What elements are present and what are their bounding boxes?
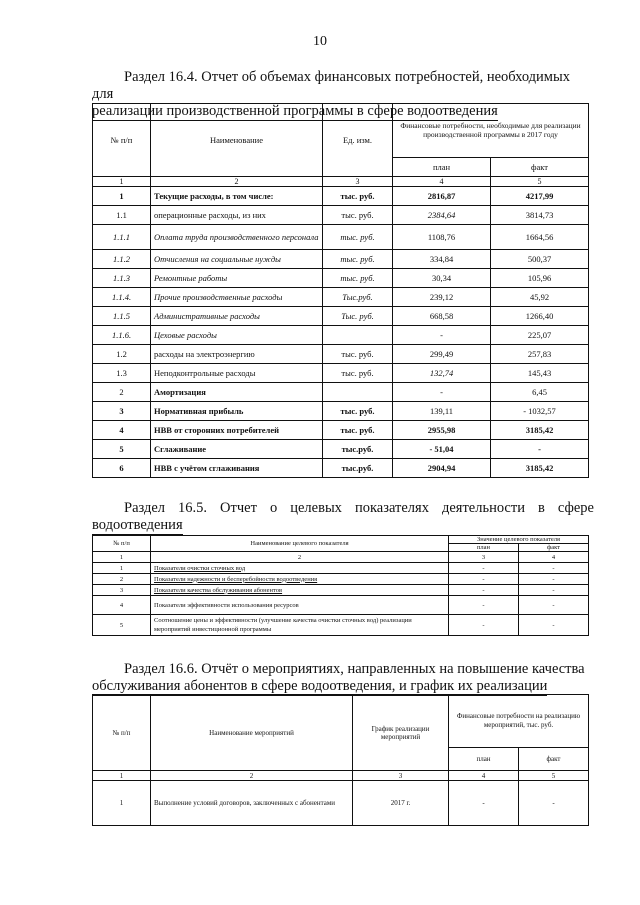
cell-num: 3 — [93, 402, 151, 421]
cell-fact: 1664,56 — [491, 225, 589, 250]
header-schedule: График реализации мероприятий — [353, 695, 449, 771]
target-indicators-table — [92, 535, 589, 636]
cell-plan: 2904,94 — [393, 459, 491, 478]
cell-plan: - — [449, 563, 519, 574]
cell-name: Отчисления на социальные нужды — [151, 250, 323, 269]
cell-plan: 1108,76 — [393, 225, 491, 250]
colnum: 5 — [491, 177, 589, 187]
header-num: № п/п — [93, 536, 151, 552]
cell-num: 1.1.3 — [93, 269, 151, 288]
cell-plan: - — [449, 585, 519, 596]
cell-num: 1 — [93, 781, 151, 826]
cell-schedule: 2017 г. — [353, 781, 449, 826]
cell-name: Выполнение условий договоров, заключенных с абонентами — [151, 781, 353, 826]
cell-name: Показатели надежности и бесперебойности водоотведения — [151, 574, 449, 585]
cell-fact: 257,83 — [491, 345, 589, 364]
cell-num: 3 — [93, 585, 151, 596]
table-row — [93, 459, 589, 478]
cell-name: Сглаживание — [151, 440, 323, 459]
cell-num: 1.3 — [93, 364, 151, 383]
header-name: Наименование целевого показателя — [151, 536, 449, 552]
cell-fact: 225,07 — [491, 326, 589, 345]
cell-plan: - — [449, 574, 519, 585]
header-value: Значение целевого показателя — [449, 536, 589, 544]
cell-plan: 132,74 — [393, 364, 491, 383]
cell-num: 1.2 — [93, 345, 151, 364]
table-row — [93, 383, 589, 402]
header-plan: план — [393, 157, 491, 176]
table-row — [93, 615, 589, 636]
cell-unit — [323, 326, 393, 345]
section-16-6-title — [92, 661, 594, 696]
cell-unit: тыс. руб. — [323, 225, 393, 250]
cell-plan: - — [449, 615, 519, 636]
cell-plan: - — [393, 326, 491, 345]
colnum: 1 — [93, 771, 151, 781]
page-number: 10 — [313, 34, 327, 49]
table-row — [93, 563, 589, 574]
cell-plan: 2384,64 — [393, 206, 491, 225]
colnum: 2 — [151, 552, 449, 563]
cell-name: НВВ от сторонних потребителей — [151, 421, 323, 440]
cell-plan: 2955,98 — [393, 421, 491, 440]
cell-name: Показатели эффективности использования ресурсов — [151, 596, 449, 615]
table-row — [93, 574, 589, 585]
cell-plan: - — [449, 781, 519, 826]
cell-plan: 668,58 — [393, 307, 491, 326]
cell-fact: 145,43 — [491, 364, 589, 383]
cell-fact: 105,96 — [491, 269, 589, 288]
cell-fact: 6,45 — [491, 383, 589, 402]
cell-name: Амортизация — [151, 383, 323, 402]
header-fact: факт — [519, 544, 589, 552]
cell-fact: - — [519, 596, 589, 615]
cell-fact: - — [519, 781, 589, 826]
cell-fact: 3185,42 — [491, 421, 589, 440]
table-row — [93, 187, 589, 206]
table-row — [93, 326, 589, 345]
cell-fact: - — [519, 585, 589, 596]
colnum: 1 — [93, 552, 151, 563]
column-number-row — [93, 771, 589, 781]
cell-fact: 3185,42 — [491, 459, 589, 478]
cell-num: 1 — [93, 563, 151, 574]
cell-unit: тыс. руб. — [323, 250, 393, 269]
cell-unit: тыс. руб. — [323, 421, 393, 440]
cell-plan: - — [449, 596, 519, 615]
header-name: Наименование мероприятий — [151, 695, 353, 771]
cell-num: 1.1.4. — [93, 288, 151, 307]
table-row — [93, 421, 589, 440]
cell-unit: Тыс.руб. — [323, 288, 393, 307]
table-row — [93, 364, 589, 383]
header-fact: факт — [519, 748, 589, 771]
cell-name: Оплата труда производственного персонала — [151, 225, 323, 250]
cell-plan: 334,84 — [393, 250, 491, 269]
cell-plan: 139,11 — [393, 402, 491, 421]
colnum: 4 — [393, 177, 491, 187]
colnum: 2 — [151, 771, 353, 781]
cell-fact: 3814,73 — [491, 206, 589, 225]
cell-unit: тыс. руб. — [323, 402, 393, 421]
colnum: 4 — [449, 771, 519, 781]
section-title-line1: Раздел 16.4. Отчет об объемах финансовых потребностей, необходимых для — [92, 69, 570, 102]
cell-name: Показатели качества обслуживания абонентов — [151, 585, 449, 596]
colnum: 3 — [323, 177, 393, 187]
cell-name: Административные расходы — [151, 307, 323, 326]
table-row — [93, 225, 589, 250]
cell-unit: Тыс. руб. — [323, 307, 393, 326]
cell-num: 2 — [93, 383, 151, 402]
table-row — [93, 250, 589, 269]
cell-unit: тыс. руб. — [323, 345, 393, 364]
table-row — [93, 206, 589, 225]
cell-num: 1.1.1 — [93, 225, 151, 250]
cell-plan: 239,12 — [393, 288, 491, 307]
cell-unit — [323, 383, 393, 402]
table-header-row — [93, 104, 589, 158]
cell-plan: 30,34 — [393, 269, 491, 288]
cell-fact: 45,92 — [491, 288, 589, 307]
cell-name: Нормативная прибыль — [151, 402, 323, 421]
table-row — [93, 307, 589, 326]
cell-plan: - — [393, 383, 491, 402]
cell-plan: 2816,87 — [393, 187, 491, 206]
header-fin: Финансовые потребности на реализацию мероприятий, тыс. руб. — [449, 695, 589, 748]
section-title-line2: обслуживания абонентов в сфере водоотведения, и график их реализации — [92, 678, 548, 694]
cell-unit: тыс.руб. — [323, 459, 393, 478]
cell-fact: - 1032,57 — [491, 402, 589, 421]
cell-num: 6 — [93, 459, 151, 478]
cell-name: Неподконтрольные расходы — [151, 364, 323, 383]
cell-num: 2 — [93, 574, 151, 585]
cell-name: НВВ с учётом сглаживания — [151, 459, 323, 478]
header-unit: Ед. изм. — [323, 104, 393, 177]
colnum: 4 — [519, 552, 589, 563]
cell-fact: 1266,40 — [491, 307, 589, 326]
table-row — [93, 781, 589, 826]
cell-name: Прочие производственные расходы — [151, 288, 323, 307]
section-title-line2: водоотведения — [92, 517, 183, 533]
table-row — [93, 345, 589, 364]
table-row — [93, 402, 589, 421]
table-row — [93, 269, 589, 288]
colnum: 5 — [519, 771, 589, 781]
section-16-5-title — [92, 500, 594, 535]
cell-name: Ремонтные работы — [151, 269, 323, 288]
cell-num: 5 — [93, 440, 151, 459]
header-num: № п/п — [93, 695, 151, 771]
cell-name: Текущие расходы, в том числе: — [151, 187, 323, 206]
cell-num: 1.1.6. — [93, 326, 151, 345]
header-name: Наименование — [151, 104, 323, 177]
cell-fact: - — [491, 440, 589, 459]
cell-fact: - — [519, 574, 589, 585]
cell-name: операционные расходы, из них — [151, 206, 323, 225]
cell-num: 4 — [93, 421, 151, 440]
cell-fact: - — [519, 563, 589, 574]
cell-unit: тыс. руб. — [323, 269, 393, 288]
cell-fact: 500,37 — [491, 250, 589, 269]
cell-fact: 4217,99 — [491, 187, 589, 206]
table-row — [93, 288, 589, 307]
section-title-line2: реализации производственной программы в сфере водоотведения — [92, 103, 498, 119]
table-row — [93, 440, 589, 459]
section-title-line1: Раздел 16.5. Отчет о целевых показателях деятельности в сфере — [124, 500, 594, 516]
header-plan: план — [449, 544, 519, 552]
cell-num: 1.1.2 — [93, 250, 151, 269]
cell-name: Цеховые расходы — [151, 326, 323, 345]
column-number-row — [93, 552, 589, 563]
cell-unit: тыс. руб. — [323, 187, 393, 206]
cell-unit: тыс. руб. — [323, 206, 393, 225]
colnum: 3 — [449, 552, 519, 563]
table-header-row — [93, 695, 589, 748]
header-fact: факт — [491, 157, 589, 176]
header-plan: план — [449, 748, 519, 771]
table-header-row — [93, 536, 589, 544]
cell-plan: 299,49 — [393, 345, 491, 364]
column-number-row — [93, 177, 589, 187]
cell-num: 5 — [93, 615, 151, 636]
cell-unit: тыс. руб. — [323, 364, 393, 383]
cell-name: расходы на электроэнергию — [151, 345, 323, 364]
colnum: 1 — [93, 177, 151, 187]
colnum: 3 — [353, 771, 449, 781]
measures-table — [92, 694, 589, 826]
cell-num: 1.1.5 — [93, 307, 151, 326]
cell-num: 4 — [93, 596, 151, 615]
cell-name: Показатели очистки сточных вод — [151, 563, 449, 574]
cell-fact: - — [519, 615, 589, 636]
header-fin: Финансовые потребности, необходимые для реализации производственной программы в 2017 году — [393, 104, 589, 158]
header-num: № п/п — [93, 104, 151, 177]
cell-plan: - 51,04 — [393, 440, 491, 459]
table-row — [93, 596, 589, 615]
table-row — [93, 585, 589, 596]
cell-num: 1.1 — [93, 206, 151, 225]
cell-unit: тыс.руб. — [323, 440, 393, 459]
cell-name: Соотношение цены и эффективности (улучшение качества очистки сточных вод) реализации мероприятий инвестиционной программы — [151, 615, 449, 636]
section-title-line1: Раздел 16.6. Отчёт о мероприятиях, направленных на повышение качества — [124, 661, 585, 677]
financial-needs-table — [92, 103, 589, 478]
colnum: 2 — [151, 177, 323, 187]
cell-num: 1 — [93, 187, 151, 206]
